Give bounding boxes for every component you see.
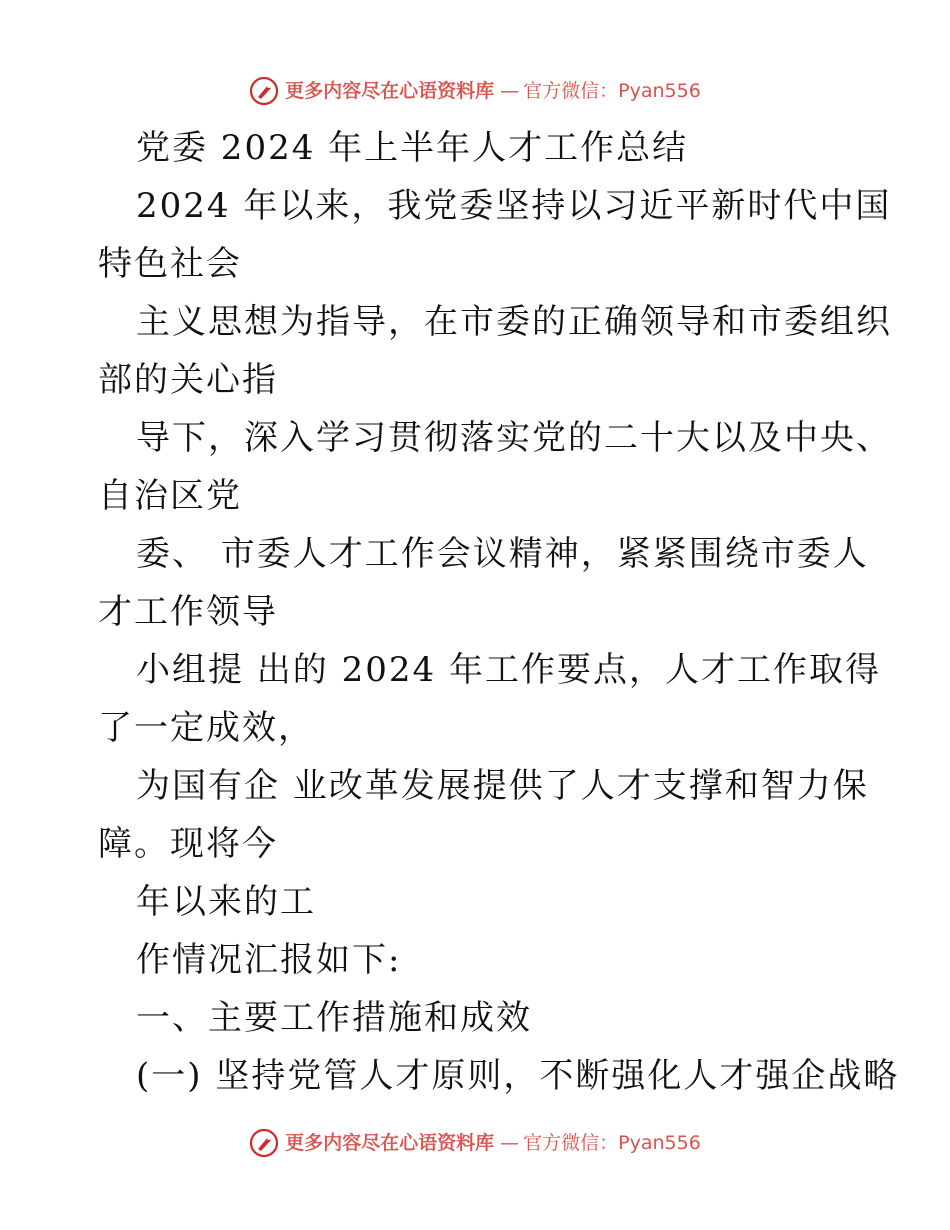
- paragraph-line: 为国有企 业改革发展提供了人才支撑和智力保: [136, 766, 869, 806]
- watermark-main-text: 更多内容尽在心语资料库: [285, 80, 495, 102]
- header-watermark: [0, 76, 950, 106]
- pen-nib-icon: [249, 76, 279, 106]
- watermark-dash: —: [500, 80, 518, 102]
- paragraph-line: 作情况汇报如下:: [136, 940, 402, 980]
- watermark-account: 官方微信：Pyan556: [523, 80, 701, 102]
- paragraph-line: 障。现将今: [98, 824, 278, 864]
- watermark-main-text: 更多内容尽在心语资料库: [285, 1132, 495, 1154]
- paragraph-line: 特色社会: [98, 244, 242, 284]
- paragraph-line: 了一定成效，: [98, 708, 314, 748]
- pen-nib-icon: [249, 1128, 279, 1158]
- paragraph-line: 自治区党: [98, 476, 242, 516]
- section-heading: 一、主要工作措施和成效: [136, 998, 532, 1038]
- paragraph-line: 主义思想为指导，在市委的正确领导和市委组织: [136, 302, 892, 342]
- footer-watermark: [0, 1128, 950, 1158]
- paragraph-line: 才工作领导: [98, 592, 278, 632]
- watermark-account: 官方微信：Pyan556: [523, 1132, 701, 1154]
- paragraph-line: 2024 年以来，我党委坚持以习近平新时代中国: [136, 186, 892, 226]
- subsection-heading: (一) 坚持党管人才原则，不断强化人才强企战略: [136, 1056, 900, 1096]
- document-title: 党委 2024 年上半年人才工作总结: [136, 128, 689, 168]
- paragraph-line: 小组提 出的 2024 年工作要点，人才工作取得: [136, 650, 881, 690]
- watermark-dash: —: [500, 1132, 518, 1154]
- paragraph-line: 年以来的工: [136, 882, 316, 922]
- paragraph-line: 导下，深入学习贯彻落实党的二十大以及中央、: [136, 418, 892, 458]
- paragraph-line: 委、 市委人才工作会议精神，紧紧围绕市委人: [136, 534, 869, 574]
- paragraph-line: 部的关心指: [98, 360, 278, 400]
